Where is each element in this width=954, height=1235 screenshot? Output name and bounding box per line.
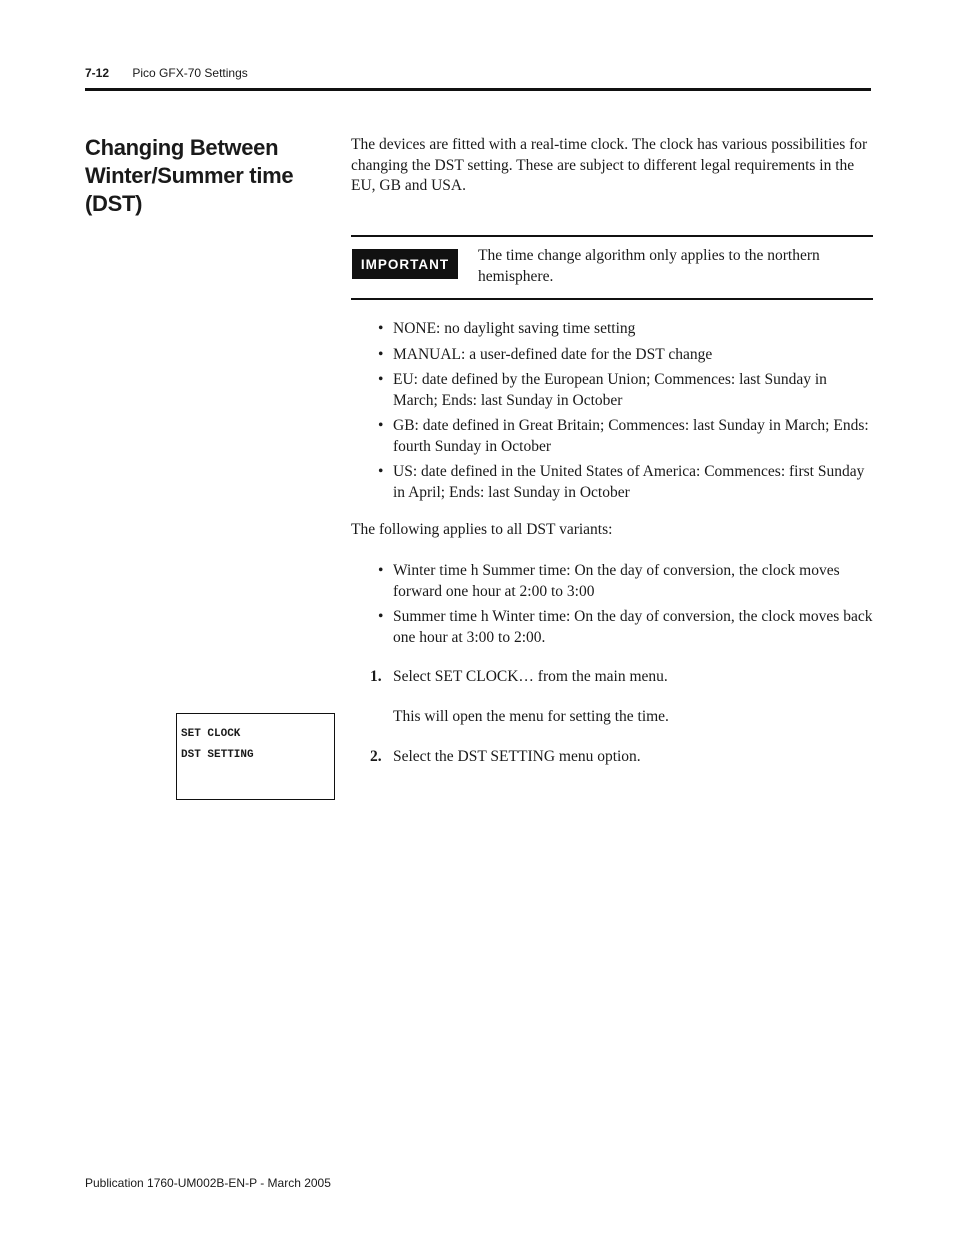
step-number: 1. (370, 668, 382, 685)
step-text: Select SET CLOCK… from the main menu. (393, 668, 668, 685)
list-item: • Winter time h Summer time: On the day of conversion, the clock moves forward one hour at 2:00 to 3:00 (378, 562, 840, 600)
list-item: • US: date defined in the United States of America: Commences: first Sunday in April; Ends: last Sunday in October (378, 463, 865, 501)
step-1-note: This will open the menu for setting the time. (393, 708, 669, 725)
list-item: • NONE: no daylight saving time setting (378, 319, 873, 340)
lcd-line-set-clock: SET CLOCK (181, 728, 241, 740)
step-number: 2. (370, 748, 382, 765)
important-top-rule (351, 235, 873, 237)
page-footer: Publication 1760-UM002B-EN-P - March 2005 (85, 1176, 331, 1190)
step-1 (370, 667, 870, 688)
chapter-title: Pico GFX-70 Settings (132, 66, 248, 80)
applies-text: The following applies to all DST variants: (351, 521, 613, 538)
bullet-icon: • (378, 345, 384, 363)
bullet-icon: • (378, 608, 384, 625)
step-2 (370, 747, 870, 768)
dst-options-list (378, 319, 873, 508)
list-item: • GB: date defined in Great Britain; Commences: last Sunday in March; Ends: fourth Sunday in October (378, 417, 869, 455)
list-item: • Summer time h Winter time: On the day of conversion, the clock moves back one hour at 3:00 to 2:00. (378, 608, 873, 646)
important-bottom-rule (351, 298, 873, 300)
header-divider (85, 88, 871, 91)
page-number: 7-12 (85, 66, 110, 80)
list-item: • MANUAL: a user-defined date for the DST change (378, 345, 873, 366)
bullet-icon: • (378, 371, 384, 388)
bullet-icon: • (378, 463, 384, 480)
lcd-line-dst-setting: DST SETTING (181, 749, 254, 761)
list-item: • EU: date defined by the European Union; Commences: last Sunday in March; Ends: last Sunday in October (378, 371, 827, 409)
section-heading-line1: Changing Between (85, 135, 279, 160)
bullet-icon: • (378, 320, 384, 337)
bullet-icon: • (378, 562, 384, 579)
important-badge: IMPORTANT (352, 249, 458, 279)
lcd-display (176, 713, 335, 800)
section-heading-line2: Winter/Summer time (DST) (85, 163, 294, 216)
intro-paragraph: The devices are fitted with a real-time clock. The clock has various possibilities for changing the DST setting. These are subject to different legal requirements in the EU, GB and USA. (351, 136, 868, 194)
page-header (85, 66, 248, 80)
step-text: Select the DST SETTING menu option. (393, 748, 641, 765)
bullet-icon: • (378, 417, 384, 434)
important-text: The time change algorithm only applies to the northern hemisphere. (478, 247, 820, 285)
dst-rules-list (378, 561, 873, 653)
section-heading (85, 134, 345, 218)
